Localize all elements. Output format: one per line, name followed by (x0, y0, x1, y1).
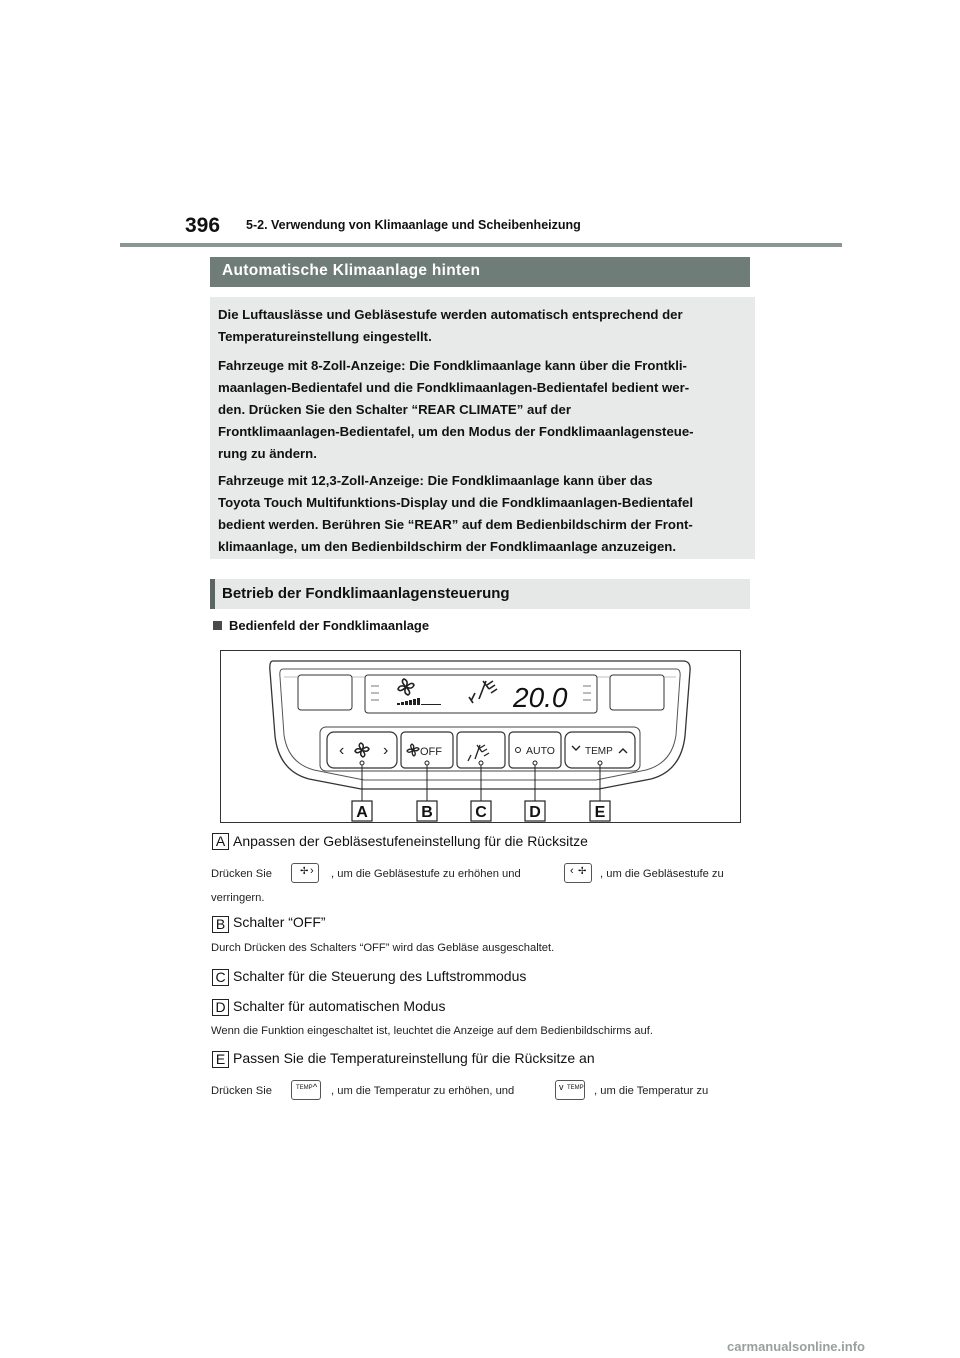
watermark: carmanualsonline.info (727, 1339, 865, 1354)
control-panel-figure (220, 650, 741, 823)
bullet-heading: Bedienfeld der Fondklimaanlage (229, 618, 430, 633)
item-title-d: Schalter für automatischen Modus (233, 998, 446, 1014)
control-panel-illustration (221, 651, 740, 822)
item-desc-b: Durch Drücken des Schalters “OFF” wird das Gebläse ausgeschaltet. (211, 942, 555, 954)
info-text-line: rung zu ändern. (218, 446, 317, 461)
chapter-title: 5-2. Verwendung von Klimaanlage und Scheibenheizung (246, 218, 581, 232)
callout-label: B (421, 804, 433, 821)
callout-label: D (529, 804, 541, 821)
item-title-b: Schalter “OFF” (233, 914, 326, 930)
header-divider (120, 243, 842, 247)
mini-up-chevron-icon: ^ (313, 1082, 318, 1092)
item-desc-a-part4: verringern. (211, 892, 265, 904)
info-text-line: Fahrzeuge mit 12,3-Zoll-Anzeige: Die Fondklimaanlage kann über das (218, 473, 653, 488)
display-temperature: 20.0 (513, 682, 568, 713)
mini-down-chevron-icon: v (559, 1082, 564, 1092)
mini-temp-label: TEMP (296, 1085, 313, 1091)
item-desc-a-part1: Drücken Sie (211, 868, 272, 880)
mini-left-chevron-icon: ‹ (570, 865, 574, 877)
item-title-a: Anpassen der Gebläsestufeneinstellung für die Rücksitze (233, 833, 588, 849)
fan-decrease-icon: ‹ (339, 742, 345, 759)
info-text-line: maanlagen-Bedientafel und die Fondklimaanlagen-Bedientafel bedient wer- (218, 380, 690, 395)
fan-increase-icon: › (383, 742, 389, 759)
info-text-line: Fahrzeuge mit 8-Zoll-Anzeige: Die Fondklimaanlage kann über die Frontkli- (218, 358, 687, 373)
item-label-e: E (212, 1051, 229, 1068)
item-desc-a-part3: , um die Gebläsestufe zu (600, 868, 724, 880)
mini-temp-label: TEMP (567, 1085, 584, 1091)
temp-down-mini-button (555, 1080, 585, 1100)
temp-up-mini-button (291, 1080, 321, 1100)
item-label-b: B (212, 916, 229, 933)
mini-fan-icon: ✢ (300, 866, 309, 877)
item-desc-e-part3: , um die Temperatur zu (594, 1085, 709, 1097)
callout-label: E (594, 804, 606, 821)
item-title-c: Schalter für die Steuerung des Luftstrommodus (233, 968, 527, 984)
fan-increase-mini-button (291, 863, 319, 883)
mini-fan-icon: ✢ (578, 866, 587, 877)
mini-right-chevron-icon: › (310, 865, 314, 877)
section-title: Automatische Klimaanlage hinten (222, 262, 481, 279)
item-desc-e-part2: , um die Temperatur zu erhöhen, und (331, 1085, 515, 1097)
info-text-line: Frontklimaanlagen-Bedientafel, um den Modus der Fondklimaanlagensteue- (218, 424, 694, 439)
info-text-line: den. Drücken Sie den Schalter “REAR CLIMATE” auf der (218, 402, 571, 417)
callout-label: A (356, 804, 368, 821)
item-desc-d: Wenn die Funktion eingeschaltet ist, leuchtet die Anzeige auf dem Bedienbildschirms auf. (211, 1025, 653, 1037)
subsection-title: Betrieb der Fondklimaanlagensteuerung (222, 585, 510, 602)
info-text-line: Die Luftauslässe und Gebläsestufe werden automatisch entsprechend der (218, 307, 683, 322)
info-text-line: Toyota Touch Multifunktions-Display und die Fondklimaanlagen-Bedientafel (218, 495, 694, 510)
item-desc-a-part2: , um die Gebläsestufe zu erhöhen und (331, 868, 521, 880)
item-label-a: A (212, 833, 229, 850)
info-text-line: bedient werden. Berühren Sie “REAR” auf dem Bedienbildschirm der Front- (218, 517, 693, 532)
callout-label: C (475, 804, 487, 821)
item-label-c: C (212, 969, 229, 986)
info-text-line: Temperatureinstellung eingestellt. (218, 329, 432, 344)
bullet-square-icon (213, 621, 222, 630)
item-desc-e-part1: Drücken Sie (211, 1085, 272, 1097)
auto-button-label: AUTO (526, 745, 555, 757)
temp-button-label: TEMP (585, 746, 613, 757)
info-text-line: klimaanlage, um den Bedienbildschirm der Fondklimaanlage anzuzeigen. (218, 539, 677, 554)
item-label-d: D (212, 999, 229, 1016)
page-number: 396 (185, 214, 221, 237)
off-button-label: OFF (420, 746, 442, 758)
item-title-e: Passen Sie die Temperatureinstellung für die Rücksitze an (233, 1050, 595, 1066)
fan-decrease-mini-button (564, 863, 592, 883)
